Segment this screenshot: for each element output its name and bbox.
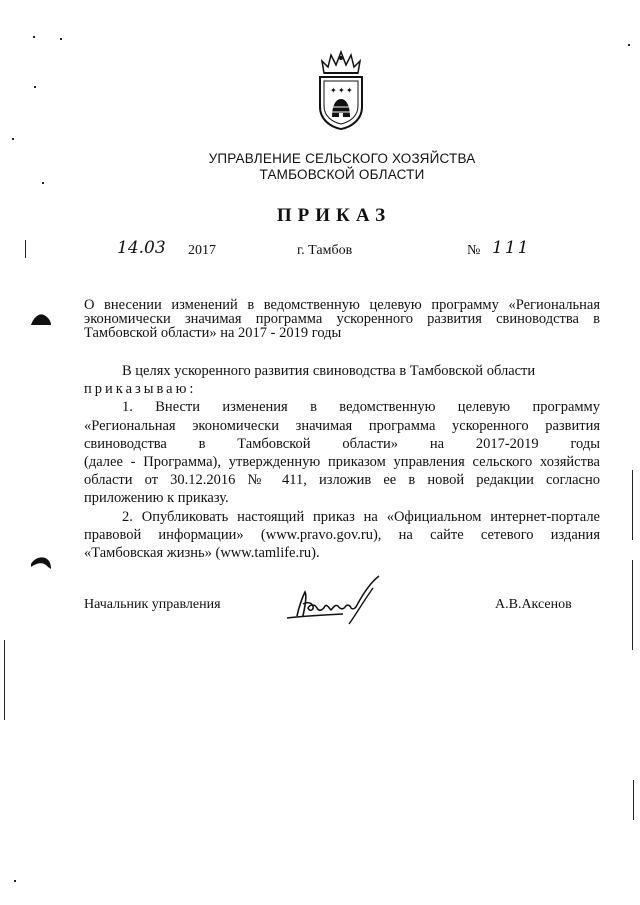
signatory-position: Начальник управления — [84, 597, 221, 612]
scan-line — [632, 470, 633, 540]
scan-dot — [14, 880, 16, 882]
number-label: № — [467, 243, 481, 258]
subject-line: Тамбовской области» на 2017 - 2019 годы — [84, 325, 342, 341]
tambov-coat-of-arms-icon — [314, 49, 368, 131]
body-intro: В целях ускоренного развития свиноводства в Тамбовской области — [122, 363, 536, 379]
scan-dot — [12, 138, 14, 140]
document-city: г. Тамбов — [297, 243, 353, 258]
scan-dot — [60, 38, 62, 40]
handwritten-signature — [283, 572, 393, 632]
scan-dot — [34, 86, 36, 88]
item-2-line: «Тамбовская жизнь» (www.tamlife.ru). — [84, 545, 320, 562]
item-1-line: свиноводства в Тамбовской области» на 2017-2019 годы — [84, 435, 600, 452]
item-1-line: «Региональная экономически значимая программа ускоренного развития — [84, 417, 600, 434]
scan-line — [25, 240, 26, 258]
scan-line — [632, 560, 633, 650]
handwritten-number: 111 — [492, 238, 531, 258]
subject-line: экономически значимая программа ускоренного развития свиноводства в — [84, 311, 600, 327]
item-1-line: 1. Внести изменения в ведомственную целевую программу — [122, 399, 600, 416]
item-2-line: 2. Опубликовать настоящий приказ на «Официальном интернет-портале — [122, 508, 600, 525]
item-1-line: приложению к приказу. — [84, 490, 229, 507]
punch-hole-mark — [30, 312, 52, 326]
scan-dot — [33, 36, 35, 38]
org-line-2: ТАМБОВСКОЙ ОБЛАСТИ — [259, 167, 425, 182]
document-subject — [84, 298, 600, 340]
organization-name — [0, 151, 640, 183]
item-1-line: (далее - Программа), утвержденную приказом управления сельского хозяйства — [84, 454, 600, 471]
order-word: приказываю: — [84, 381, 197, 398]
subject-line: О внесении изменений в ведомственную целевую программу «Региональная — [84, 297, 600, 313]
item-2-line: правовой информации» (www.pravo.gov.ru), на сайте сетевого издания — [84, 526, 600, 543]
scan-line — [4, 640, 5, 720]
document-body — [84, 362, 600, 562]
scan-line — [633, 780, 634, 820]
handwritten-date: 14.03 — [117, 238, 166, 258]
svg-text:✦: ✦ — [338, 86, 345, 95]
document-type-title — [0, 205, 640, 227]
scan-dot — [628, 44, 630, 46]
svg-text:✦: ✦ — [346, 86, 353, 95]
svg-text:✦: ✦ — [330, 86, 337, 95]
punch-hole-mark — [30, 556, 52, 570]
doc-type-text: ПРИКАЗ — [276, 205, 392, 226]
signatory-name: А.В.Аксенов — [495, 597, 572, 612]
document-year: 2017 — [188, 243, 216, 258]
org-line-1: УПРАВЛЕНИЕ СЕЛЬСКОГО ХОЗЯЙСТВА — [208, 151, 476, 166]
item-1-line: области от 30.12.2016 № 411, изложив ее в новой редакции согласно — [84, 472, 600, 489]
